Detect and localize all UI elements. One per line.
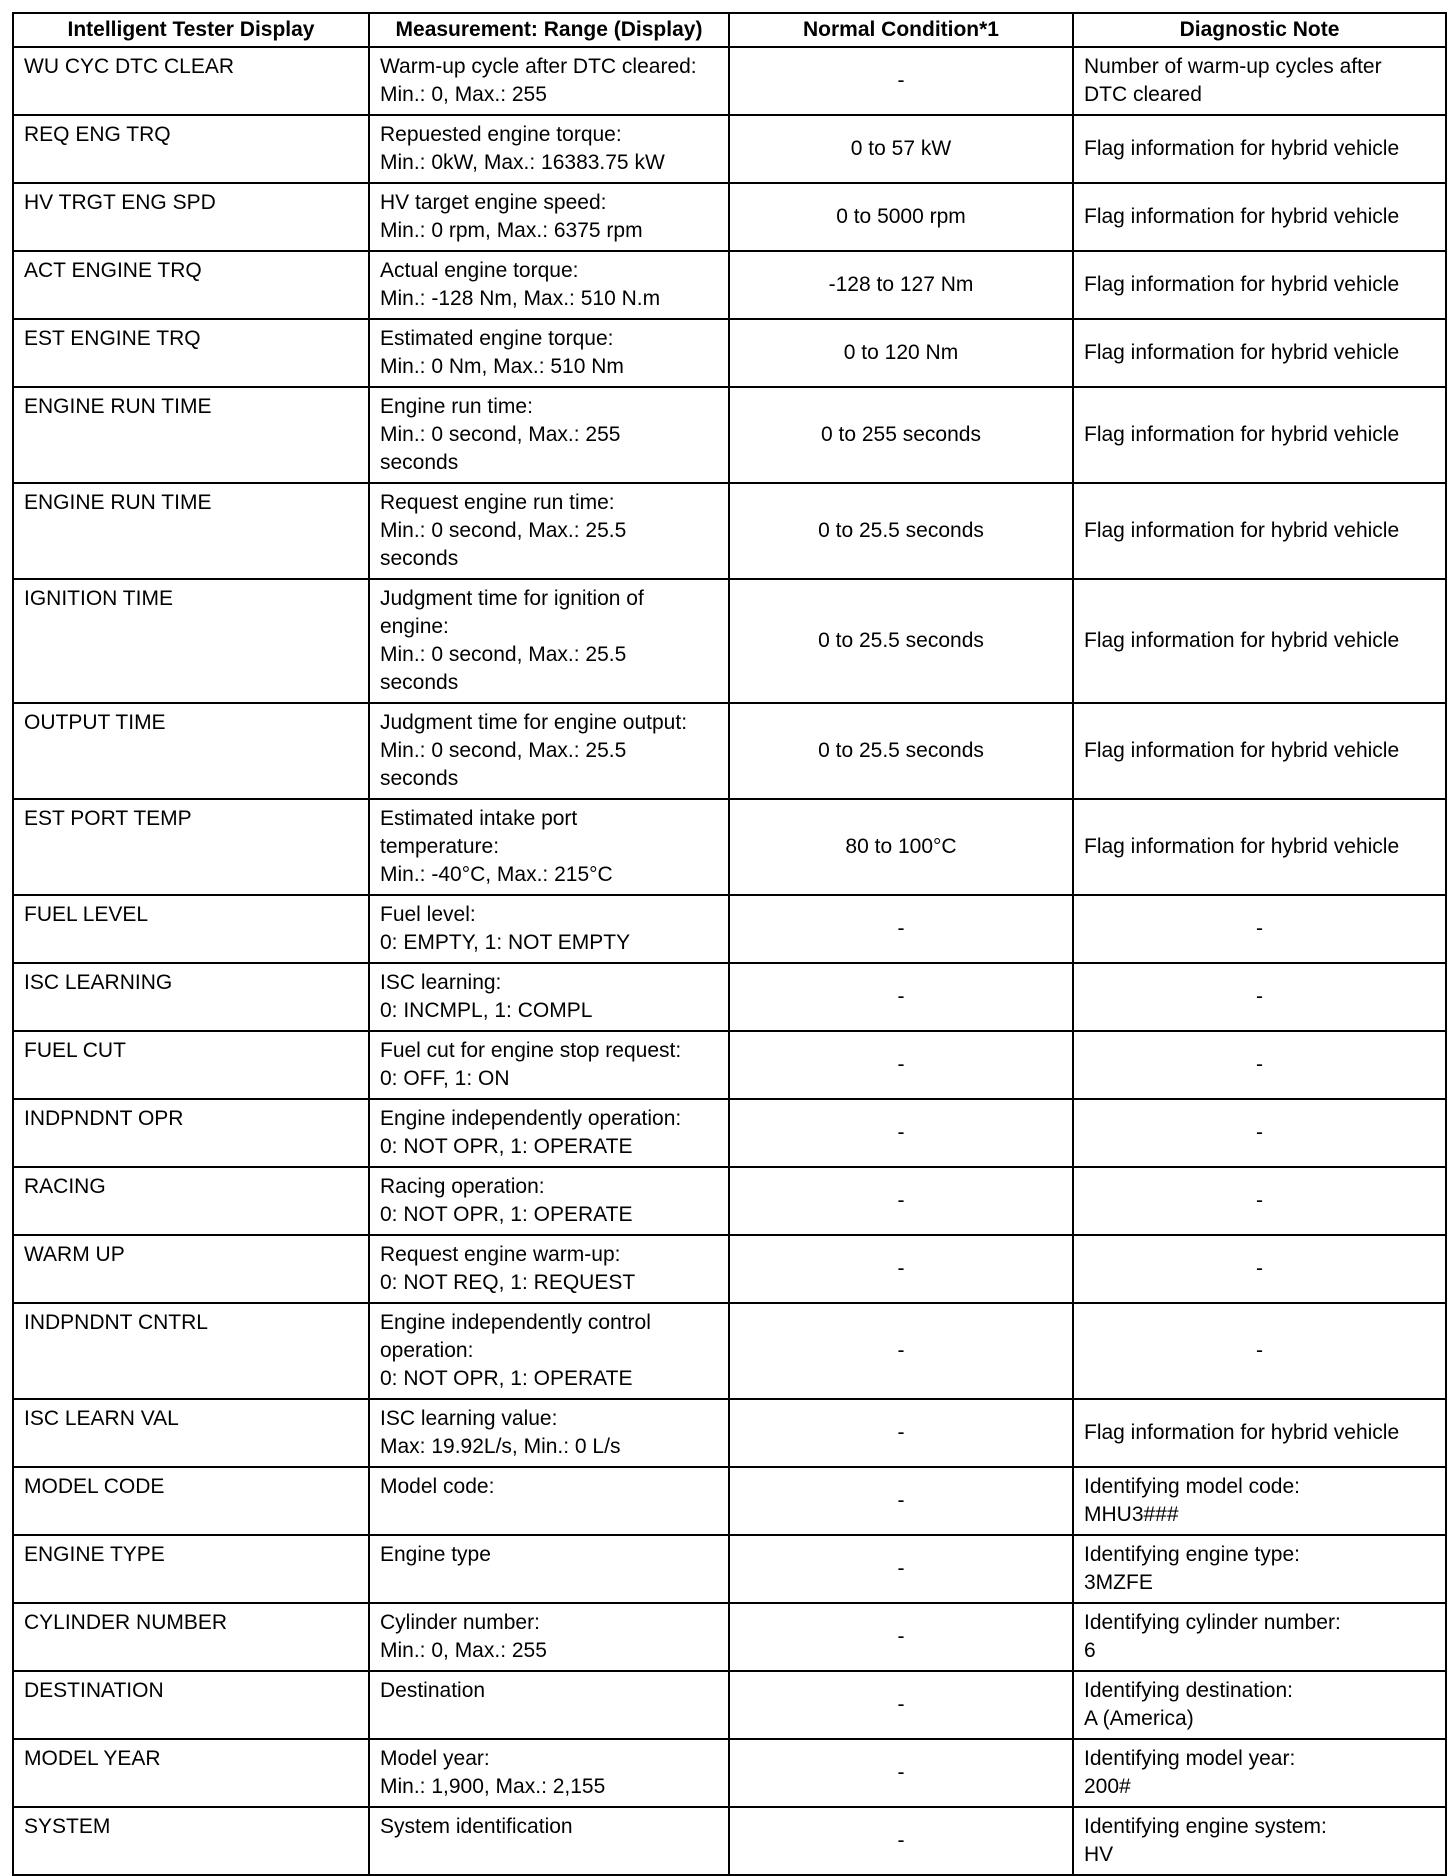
tester-display-cell [13, 183, 369, 251]
diagnostic-note-cell-text: Identifying engine type: 3MZFE [1084, 1543, 1300, 1594]
measurement-range-cell-text: Warm-up cycle after DTC cleared: Min.: 0, Max.: 255 [380, 55, 697, 106]
diagnostic-note-cell [1073, 895, 1446, 963]
table-row [13, 1671, 1446, 1739]
measurement-range-cell [369, 47, 729, 115]
normal-condition-cell [729, 483, 1073, 579]
measurement-range-cell [369, 1535, 729, 1603]
tester-display-cell-text: SYSTEM [24, 1815, 111, 1838]
tester-display-cell [13, 319, 369, 387]
tester-display-cell-text: ISC LEARNING [24, 971, 173, 994]
tester-display-cell [13, 579, 369, 703]
measurement-range-cell [369, 1303, 729, 1399]
diagnostic-note-cell-text: Flag information for hybrid vehicle [1084, 341, 1400, 364]
diagnostic-note-cell [1073, 1739, 1446, 1807]
normal-condition-cell-text: - [897, 1761, 905, 1784]
tester-display-cell-text: MODEL CODE [24, 1475, 165, 1498]
diagnostic-note-cell-text: Flag information for hybrid vehicle [1084, 739, 1400, 762]
tester-display-cell-text: ACT ENGINE TRQ [24, 259, 202, 282]
measurement-range-cell [369, 115, 729, 183]
normal-condition-cell [729, 1467, 1073, 1535]
table-row [13, 1739, 1446, 1807]
measurement-range-cell [369, 183, 729, 251]
normal-condition-cell-text: 0 to 25.5 seconds [818, 519, 984, 542]
measurement-range-cell-text: Repuested engine torque: Min.: 0kW, Max.: 16383.75 kW [380, 123, 665, 174]
table-row [13, 1303, 1446, 1399]
table-row [13, 115, 1446, 183]
tester-display-cell-text: WU CYC DTC CLEAR [24, 55, 235, 78]
tester-display-cell [13, 1399, 369, 1467]
diagnostic-note-cell [1073, 387, 1446, 483]
tester-display-cell [13, 483, 369, 579]
table-row [13, 251, 1446, 319]
table-row [13, 579, 1446, 703]
measurement-range-cell-text: Model code: [380, 1475, 495, 1498]
table-row [13, 387, 1446, 483]
tester-display-cell-text: IGNITION TIME [24, 587, 173, 610]
normal-condition-cell-text: 0 to 120 Nm [843, 341, 959, 364]
normal-condition-cell-text: 0 to 255 seconds [821, 423, 981, 446]
tester-display-cell [13, 1167, 369, 1235]
normal-condition-cell [729, 895, 1073, 963]
diagnostic-note-cell-text: Identifying model year: 200# [1084, 1747, 1296, 1798]
tester-display-cell [13, 1031, 369, 1099]
diagnostic-note-cell [1073, 1671, 1446, 1739]
normal-condition-cell [729, 579, 1073, 703]
normal-condition-cell-text: - [897, 1121, 905, 1144]
measurement-range-cell-text: Engine run time: Min.: 0 second, Max.: 255 seconds [380, 395, 621, 474]
diagnostic-note-cell [1073, 963, 1446, 1031]
normal-condition-cell-text: 0 to 5000 rpm [836, 205, 966, 228]
table-row [13, 319, 1446, 387]
normal-condition-cell-text: 0 to 25.5 seconds [818, 739, 984, 762]
tester-display-cell-text: OUTPUT TIME [24, 711, 166, 734]
tester-display-cell [13, 799, 369, 895]
diagnostic-note-cell [1073, 483, 1446, 579]
diagnostic-note-cell [1073, 1399, 1446, 1467]
diagnostic-note-cell-text: Flag information for hybrid vehicle [1084, 273, 1400, 296]
measurement-range-cell-text: Request engine run time: Min.: 0 second, Max.: 25.5 seconds [380, 491, 627, 570]
measurement-range-cell-text: Engine independently control operation: 0: NOT OPR, 1: OPERATE [380, 1311, 651, 1390]
table-row [13, 1399, 1446, 1467]
normal-condition-cell [729, 1031, 1073, 1099]
diagnostic-note-cell [1073, 115, 1446, 183]
table-row [13, 703, 1446, 799]
tester-display-cell [13, 703, 369, 799]
normal-condition-cell [729, 47, 1073, 115]
tester-display-cell [13, 1671, 369, 1739]
header-row [13, 13, 1446, 47]
diagnostic-note-cell-text: Flag information for hybrid vehicle [1084, 205, 1400, 228]
table-row [13, 799, 1446, 895]
tester-display-cell-text: REQ ENG TRQ [24, 123, 171, 146]
measurement-range-cell-text: ISC learning: 0: INCMPL, 1: COMPL [380, 971, 593, 1022]
tester-display-cell-text: ENGINE RUN TIME [24, 491, 212, 514]
measurement-range-cell [369, 1235, 729, 1303]
table-row [13, 47, 1446, 115]
tester-display-cell-text: INDPNDNT OPR [24, 1107, 184, 1130]
table-row [13, 1235, 1446, 1303]
normal-condition-cell [729, 703, 1073, 799]
normal-condition-cell-text: - [897, 985, 905, 1008]
diagnostic-note-cell [1073, 319, 1446, 387]
diagnostic-note-cell-text: Flag information for hybrid vehicle [1084, 137, 1400, 160]
table-row [13, 1467, 1446, 1535]
table-row [13, 1535, 1446, 1603]
measurement-range-cell-text: Request engine warm-up: 0: NOT REQ, 1: REQUEST [380, 1243, 636, 1294]
normal-condition-cell [729, 963, 1073, 1031]
measurement-range-cell [369, 1807, 729, 1875]
tester-display-cell [13, 1099, 369, 1167]
measurement-range-cell [369, 1099, 729, 1167]
measurement-range-cell [369, 1603, 729, 1671]
normal-condition-cell-text: - [897, 1557, 905, 1580]
tester-display-cell-text: HV TRGT ENG SPD [24, 191, 216, 214]
diagnostic-note-cell-text: - [1256, 1189, 1263, 1212]
diagnostic-note-cell-text: Flag information for hybrid vehicle [1084, 629, 1400, 652]
measurement-range-cell [369, 799, 729, 895]
diagnostic-note-cell [1073, 579, 1446, 703]
normal-condition-cell [729, 1303, 1073, 1399]
diagnostic-note-cell [1073, 1031, 1446, 1099]
measurement-range-cell [369, 1031, 729, 1099]
measurement-range-cell [369, 1739, 729, 1807]
measurement-range-cell [369, 1399, 729, 1467]
diagnostic-note-cell-text: - [1256, 1339, 1263, 1362]
table-row [13, 895, 1446, 963]
diagnostic-note-cell-text: Identifying model code: MHU3### [1084, 1475, 1300, 1526]
diagnostic-note-cell-text: - [1256, 917, 1263, 940]
normal-condition-cell [729, 1671, 1073, 1739]
tester-display-cell-text: ISC LEARN VAL [24, 1407, 179, 1430]
normal-condition-cell [729, 1603, 1073, 1671]
diagnostic-note-cell-text: Identifying cylinder number: 6 [1084, 1611, 1341, 1662]
tester-display-cell-text: EST PORT TEMP [24, 807, 192, 830]
diagnostic-note-cell [1073, 47, 1446, 115]
diagnostic-note-cell-text: Identifying destination: A (America) [1084, 1679, 1293, 1730]
normal-condition-cell-text: 80 to 100°C [845, 835, 957, 858]
measurement-range-cell-text: Engine type [380, 1543, 491, 1566]
normal-condition-cell [729, 115, 1073, 183]
diagnostic-note-cell [1073, 1099, 1446, 1167]
diagnostic-note-cell [1073, 799, 1446, 895]
tester-display-cell-text: DESTINATION [24, 1679, 164, 1702]
diagnostic-note-cell-text: Number of warm-up cycles after DTC cleared [1084, 55, 1382, 106]
normal-condition-cell [729, 1399, 1073, 1467]
measurement-range-cell-text: Estimated intake port temperature: Min.: -40°C, Max.: 215°C [380, 807, 613, 886]
tester-display-cell [13, 251, 369, 319]
measurement-range-cell [369, 703, 729, 799]
diagnostic-note-cell [1073, 1303, 1446, 1399]
normal-condition-cell-text: - [897, 1053, 905, 1076]
normal-condition-cell-text: - [897, 1421, 905, 1444]
table-row [13, 1167, 1446, 1235]
tester-display-cell [13, 1235, 369, 1303]
tester-display-cell [13, 115, 369, 183]
table-row [13, 1099, 1446, 1167]
normal-condition-cell-text: - [897, 1489, 905, 1512]
normal-condition-cell [729, 387, 1073, 483]
diagnostic-note-cell-text: Identifying engine system: HV [1084, 1815, 1327, 1866]
measurement-range-cell-text: Cylinder number: Min.: 0, Max.: 255 [380, 1611, 547, 1662]
measurement-range-cell [369, 251, 729, 319]
measurement-range-cell [369, 1167, 729, 1235]
normal-condition-cell [729, 799, 1073, 895]
tester-display-cell [13, 1807, 369, 1875]
normal-condition-cell [729, 251, 1073, 319]
normal-condition-cell [729, 1099, 1073, 1167]
diagnostic-note-cell [1073, 1235, 1446, 1303]
measurement-range-cell-text: System identification [380, 1815, 573, 1838]
tester-display-cell [13, 47, 369, 115]
measurement-range-cell-text: Engine independently operation: 0: NOT OPR, 1: OPERATE [380, 1107, 682, 1158]
header-diagnostic-note: Diagnostic Note [1073, 13, 1446, 47]
measurement-range-cell-text: Model year: Min.: 1,900, Max.: 2,155 [380, 1747, 606, 1798]
measurement-range-cell-text: Fuel cut for engine stop request: 0: OFF, 1: ON [380, 1039, 682, 1090]
diagnostic-note-cell [1073, 1807, 1446, 1875]
tester-display-cell [13, 1467, 369, 1535]
measurement-range-cell [369, 1467, 729, 1535]
normal-condition-cell-text: 0 to 57 kW [850, 137, 952, 160]
table-body [13, 47, 1446, 1875]
measurement-range-cell-text: Destination [380, 1679, 486, 1702]
tester-display-cell [13, 387, 369, 483]
diagnostic-note-cell-text: Flag information for hybrid vehicle [1084, 1421, 1400, 1444]
normal-condition-cell-text: - [897, 1693, 905, 1716]
diagnostic-note-cell-text: Flag information for hybrid vehicle [1084, 423, 1400, 446]
measurement-range-cell-text: Judgment time for engine output: Min.: 0 second, Max.: 25.5 seconds [380, 711, 688, 790]
tester-display-cell-text: RACING [24, 1175, 106, 1198]
tester-display-cell [13, 1303, 369, 1399]
table-row [13, 483, 1446, 579]
tester-display-cell-text: ENGINE RUN TIME [24, 395, 212, 418]
measurement-range-cell [369, 387, 729, 483]
measurement-range-cell-text: Actual engine torque: Min.: -128 Nm, Max.: 510 N.m [380, 259, 661, 310]
diagnostic-note-cell [1073, 1467, 1446, 1535]
measurement-range-cell-text: Racing operation: 0: NOT OPR, 1: OPERATE [380, 1175, 633, 1226]
measurement-range-cell-text: Estimated engine torque: Min.: 0 Nm, Max.: 510 Nm [380, 327, 624, 378]
normal-condition-cell-text: - [897, 69, 905, 92]
diagnostic-note-cell [1073, 1535, 1446, 1603]
tester-display-cell-text: MODEL YEAR [24, 1747, 161, 1770]
diagnostic-note-cell [1073, 1167, 1446, 1235]
header-normal-condition: Normal Condition*1 [729, 13, 1073, 47]
diagnostic-note-cell-text: Flag information for hybrid vehicle [1084, 519, 1400, 542]
header-measurement-range: Measurement: Range (Display) [369, 13, 729, 47]
normal-condition-cell [729, 1807, 1073, 1875]
table-row [13, 1603, 1446, 1671]
tester-display-cell-text: WARM UP [24, 1243, 125, 1266]
diagnostic-note-cell [1073, 703, 1446, 799]
table-row [13, 963, 1446, 1031]
measurement-range-cell [369, 579, 729, 703]
tester-display-cell [13, 895, 369, 963]
normal-condition-cell [729, 1167, 1073, 1235]
normal-condition-cell-text: - [897, 1625, 905, 1648]
tester-display-cell [13, 1535, 369, 1603]
tester-display-cell-text: FUEL LEVEL [24, 903, 149, 926]
tester-display-cell [13, 1739, 369, 1807]
diagnostic-note-cell-text: - [1256, 1053, 1263, 1076]
diagnostic-note-cell-text: - [1256, 1257, 1263, 1280]
normal-condition-cell-text: - [897, 917, 905, 940]
normal-condition-cell-text: - [897, 1257, 905, 1280]
diagnostic-note-cell-text: - [1256, 1121, 1263, 1144]
measurement-range-cell-text: Judgment time for ignition of engine: Min.: 0 second, Max.: 25.5 seconds [380, 587, 644, 694]
diagnostic-note-cell [1073, 183, 1446, 251]
diagnostic-note-cell [1073, 1603, 1446, 1671]
normal-condition-cell-text: - [897, 1189, 905, 1212]
measurement-range-cell [369, 1671, 729, 1739]
normal-condition-cell-text: - [897, 1829, 905, 1852]
normal-condition-cell [729, 1235, 1073, 1303]
tester-display-cell [13, 1603, 369, 1671]
normal-condition-cell-text: -128 to 127 Nm [828, 273, 974, 296]
tester-display-cell [13, 963, 369, 1031]
normal-condition-cell [729, 1739, 1073, 1807]
measurement-range-cell-text: Fuel level: 0: EMPTY, 1: NOT EMPTY [380, 903, 631, 954]
diagnostic-note-cell-text: Flag information for hybrid vehicle [1084, 835, 1400, 858]
normal-condition-cell [729, 183, 1073, 251]
measurement-range-cell [369, 895, 729, 963]
tester-display-cell-text: ENGINE TYPE [24, 1543, 165, 1566]
tester-display-cell-text: EST ENGINE TRQ [24, 327, 201, 350]
normal-condition-cell-text: 0 to 25.5 seconds [818, 629, 984, 652]
diagnostic-note-cell [1073, 251, 1446, 319]
measurement-range-cell-text: HV target engine speed: Min.: 0 rpm, Max.: 6375 rpm [380, 191, 643, 242]
table-row [13, 1031, 1446, 1099]
measurement-range-cell [369, 319, 729, 387]
measurement-range-cell [369, 963, 729, 1031]
tester-display-cell-text: INDPNDNT CNTRL [24, 1311, 208, 1334]
data-list-table [12, 12, 1447, 1876]
measurement-range-cell-text: ISC learning value: Max: 19.92L/s, Min.: 0 L/s [380, 1407, 621, 1458]
diagnostic-note-cell-text: - [1256, 985, 1263, 1008]
tester-display-cell-text: FUEL CUT [24, 1039, 126, 1062]
tester-display-cell-text: CYLINDER NUMBER [24, 1611, 228, 1634]
header-tester-display: Intelligent Tester Display [13, 13, 369, 47]
normal-condition-cell [729, 1535, 1073, 1603]
table-row [13, 1807, 1446, 1875]
normal-condition-cell-text: - [897, 1339, 905, 1362]
table-row [13, 183, 1446, 251]
measurement-range-cell [369, 483, 729, 579]
normal-condition-cell [729, 319, 1073, 387]
